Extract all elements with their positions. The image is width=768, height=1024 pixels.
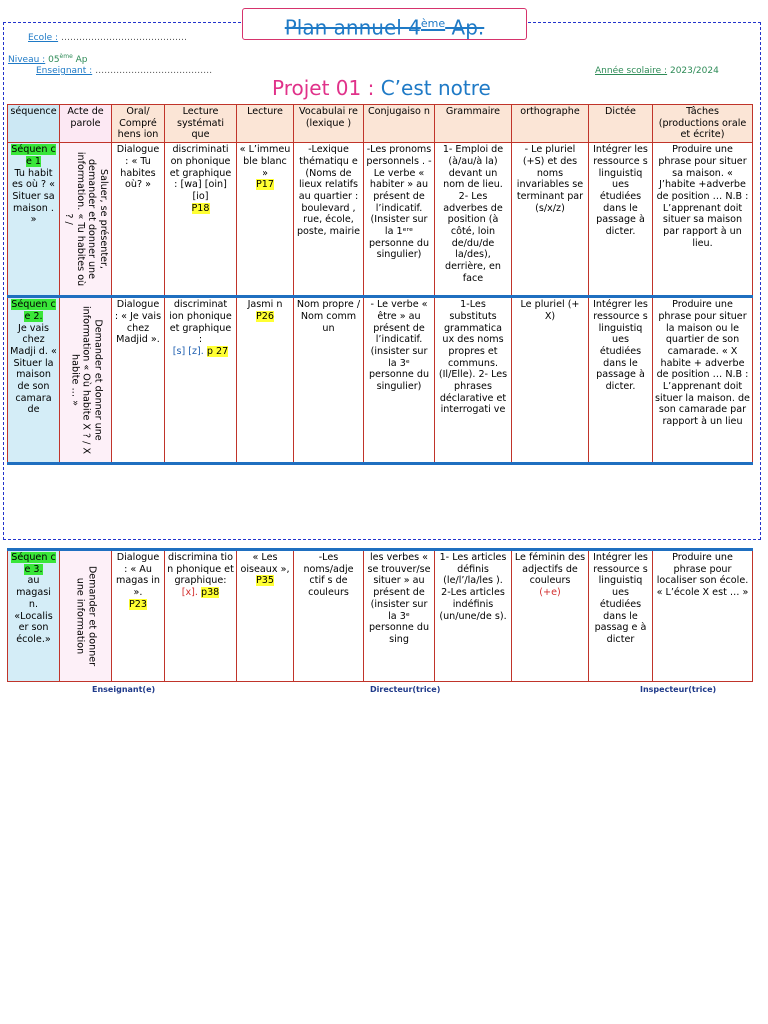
taches-cell: Produire une phrase pour situer sa maison. « J’habite +adverbe de position … N.B : L’apprenant doit situer sa maison par rapport à un lieu.: [653, 143, 753, 297]
page-ref: P18: [191, 202, 210, 214]
lecture-sys-cell: [165, 297, 237, 464]
enseignant-line: [36, 66, 212, 76]
sequence-cell: [8, 550, 60, 682]
acte-text: Demander et donner une information: [74, 565, 97, 667]
plan-table-continued: [7, 548, 753, 682]
table-row: [8, 297, 753, 464]
niveau-line: [8, 53, 88, 65]
footer-enseignant: Enseignant(e): [92, 685, 156, 694]
lecture-sys-cell: [165, 550, 237, 682]
oral-cell: Dialogue : « Je vais chez Madjid ».: [112, 297, 165, 464]
enseignant-label: Enseignant :: [36, 66, 93, 76]
ecole-label: Ecole :: [28, 33, 59, 43]
ortho-mark: (+e): [539, 587, 561, 599]
sequence-cell: [8, 143, 60, 297]
oral-text: Dialogue : « Au magas in ».: [116, 552, 160, 599]
ortho-cell: - Le pluriel (+S) et des noms invariables se terminant par (s/x/z): [512, 143, 589, 297]
sequence-text: Tu habit es où ? « Situer sa maison . »: [12, 167, 55, 226]
table-row: [8, 550, 753, 682]
acte-text: Saluer, se présenter, demander et donner une information. « Tu habites où ? /: [63, 151, 109, 287]
page-ref: P26: [256, 310, 274, 322]
page-ref: p 27: [206, 345, 229, 357]
page-ref: p38: [200, 587, 220, 599]
ecole-value: ……………………………………: [60, 33, 187, 43]
enseignant-value: …………………………………: [95, 66, 213, 76]
col-header: Grammaire: [435, 105, 512, 143]
page-ref: P17: [256, 179, 274, 191]
dictee-cell: Intégrer les ressource s linguistiq ues étudiées dans le passage à dicter.: [589, 143, 653, 297]
lecture-sys-text: discrimina tio n phonique et graphique:: [167, 552, 234, 587]
ortho-cell: Le pluriel (+ X): [512, 297, 589, 464]
page-title: [242, 8, 527, 40]
title-suffix: Ap.: [445, 15, 485, 40]
ortho-text: Le féminin des adjectifs de couleurs: [514, 552, 586, 587]
lecture-cell: [237, 143, 294, 297]
lecture-text: « Les oiseaux »,: [240, 552, 290, 575]
col-header: Oral/ Compré hens ion: [112, 105, 165, 143]
sequence-cell: [8, 297, 60, 464]
niveau-value: 05ème Ap: [48, 53, 88, 65]
ecole-line: [28, 33, 187, 43]
table-row: [8, 143, 753, 297]
lecture-sys-text: discriminati on phonique et graphique : [wa] [oin] [io]: [169, 144, 232, 202]
dictee-cell: Intégrer les ressource s linguistiq ues étudiées dans le passag e à dicter: [589, 550, 653, 682]
sounds-text: [s] [z].: [172, 345, 204, 357]
sequence-badge: Séquen c e 3.: [11, 552, 56, 575]
sequence-badge: Séquen c e 2.: [11, 299, 56, 322]
lecture-cell: [237, 550, 294, 682]
footer-inspecteur: Inspecteur(trice): [640, 685, 717, 694]
conj-cell: - Le verbe « être » au présent de l’indicatif. (insister sur la 3ᵉ personne du singulier): [364, 297, 435, 464]
col-header: Acte de parole: [60, 105, 112, 143]
taches-cell: Produire une phrase pour localiser son école. « L’école X est … »: [653, 550, 753, 682]
project-name: C’est notre: [374, 76, 491, 100]
lecture-cell: [237, 297, 294, 464]
plan-table: [7, 104, 753, 465]
taches-cell: Produire une phrase pour situer la maison ou le quartier de son camarade. « X habite + adverbe de position … N.B : L’apprenant doit situer la maison. de son camarade par rapport à un lieu: [653, 297, 753, 464]
col-header: Tâches (productions orale et écrite): [653, 105, 753, 143]
lecture-text: Jasmi n: [247, 299, 283, 311]
gram-cell: 1- Les articles définis (le/l’/la/les ). 2-Les articles indéfinis (un/une/de s).: [435, 550, 512, 682]
lecture-sys-cell: [165, 143, 237, 297]
table-header-row: [8, 105, 753, 143]
col-header: Vocabulai re (lexique ): [294, 105, 364, 143]
gram-cell: 1-Les substituts grammatica ux des noms propres et communs. (Il/Elle). 2- Les phrases déclarative et interrogati ve: [435, 297, 512, 464]
sequence-text: Je vais chez Madji d. « Situer la maison de son camara de: [10, 322, 57, 416]
gram-cell: 1- Emploi de (à/au/à la) devant un nom de lieu. 2- Les adverbes de position (à côté, loin de/du/de la/des), derrière, en face: [435, 143, 512, 297]
acte-cell: [60, 297, 112, 464]
col-header: Dictée: [589, 105, 653, 143]
niveau-label: Niveau :: [8, 55, 46, 65]
vocab-cell: Nom propre / Nom comm un: [294, 297, 364, 464]
project-number: Projet 01 :: [272, 76, 375, 100]
acte-cell: [60, 143, 112, 297]
col-header: Lecture systémati que: [165, 105, 237, 143]
sounds-text: [x].: [181, 587, 198, 599]
title-sup: ème: [420, 17, 446, 30]
title-text: Plan annuel 4: [284, 15, 421, 40]
page-ref: P23: [129, 598, 147, 610]
ortho-cell: [512, 550, 589, 682]
page-ref: P35: [256, 575, 274, 587]
col-header: séquence: [8, 105, 60, 143]
annee-line: [595, 66, 719, 76]
lecture-sys-text: discriminat ion phonique et graphique :: [169, 299, 232, 346]
col-header: orthographe: [512, 105, 589, 143]
acte-text: Demander et donner une information « Où habite X ? / X habite … »: [68, 306, 103, 455]
vocab-cell: -Lexique thématiqu e (Noms de lieux relatifs au quartier : boulevard , rue, école, poste, mairie: [294, 143, 364, 297]
lecture-text: « L’immeu ble blanc »: [239, 144, 291, 179]
vocab-cell: -Les noms/adje ctif s de couleurs: [294, 550, 364, 682]
oral-cell: Dialogue : « Tu habites où? »: [112, 143, 165, 297]
annee-label: Année scolaire :: [595, 66, 668, 76]
footer-directeur: Directeur(trice): [370, 685, 441, 694]
col-header: Conjugaiso n: [364, 105, 435, 143]
oral-cell: [112, 550, 165, 682]
conj-cell: les verbes « se trouver/se situer » au présent de (insister sur la 3ᵉ personne du sing: [364, 550, 435, 682]
sequence-text: au magasi n. «Localis er son école.»: [14, 575, 53, 645]
sequence-badge: Séquen c e 1: [11, 144, 56, 167]
annee-value: 2023/2024: [669, 66, 719, 76]
conj-cell: -Les pronoms personnels . -Le verbe « habiter » au présent de l’indicatif. (Insister sur la 1ᵉʳᵉ personne du singulier): [364, 143, 435, 297]
dictee-cell: Intégrer les ressource s linguistiq ues étudiées dans le passage à dicter.: [589, 297, 653, 464]
col-header: Lecture: [237, 105, 294, 143]
project-title: [272, 76, 491, 100]
acte-cell: [60, 550, 112, 682]
